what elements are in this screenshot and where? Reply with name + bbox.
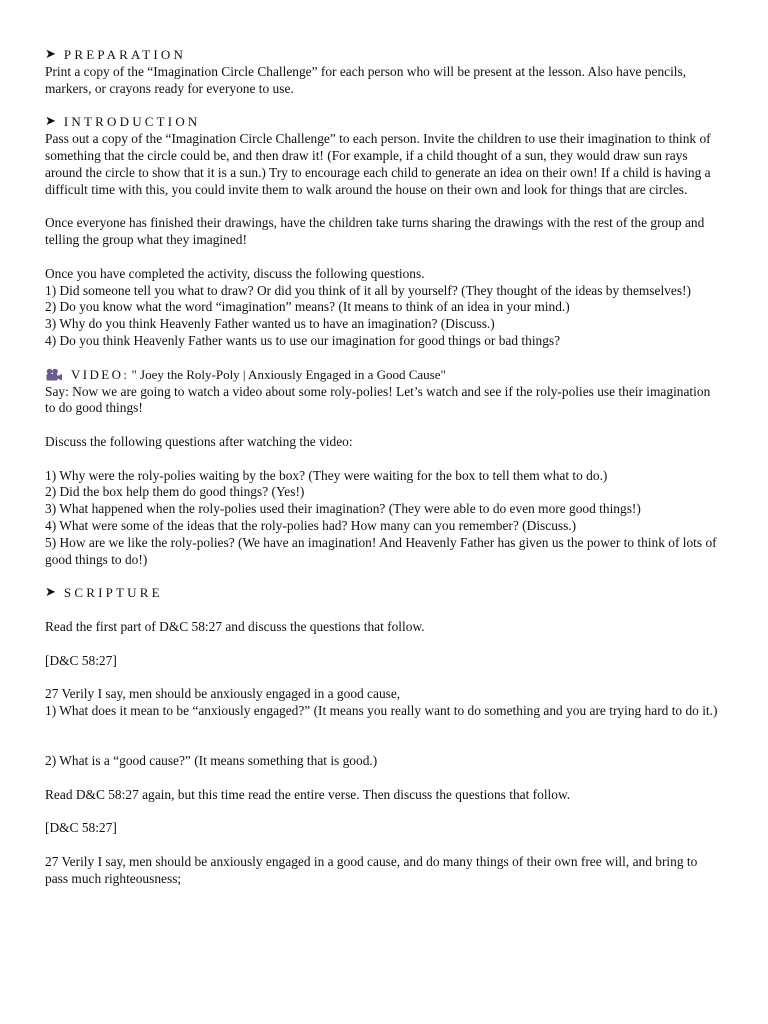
introduction-heading-text: INTRODUCTION bbox=[63, 114, 201, 130]
introduction-paragraph-3: Once you have completed the activity, discuss the following questions. bbox=[45, 265, 425, 281]
video-heading-text: VIDEO: bbox=[71, 366, 130, 382]
preparation-text: Print a copy of the “Imagination Circle Challenge” for each person who will be present at the lesson. Also have pencils, markers, or crayons ready for everyone to use. bbox=[45, 64, 687, 96]
introduction-paragraph-1: Pass out a copy of the “Imagination Circle Challenge” to each person. Invite the children to use their imagination to think of something that the circle could be, and then draw it! (For example, if a child thought of a sun, they would draw sun rays around the circle to show that it is a sun.) Try to encourage each child to generate an idea on their own! If a child is having a difficult time with this, you could invite them to walk around the house on their own and look for things that are circles. bbox=[45, 131, 711, 197]
lesson-document bbox=[45, 47, 723, 888]
introduction-questions bbox=[45, 283, 723, 350]
introduction-paragraph-2: Once everyone has finished their drawings, have the children take turns sharing the drawings with the rest of the group and telling the group what they imagined! bbox=[45, 215, 705, 248]
list-item: 3) What happened when the roly-polies used their imagination? (They were able to do even more good things!) bbox=[45, 501, 641, 517]
scripture-reference-2: [D&C 58:27] bbox=[45, 820, 117, 836]
scripture-heading bbox=[45, 585, 723, 602]
list-item: 2) Did the box help them do good things? (Yes!) bbox=[45, 484, 305, 500]
list-item: 1) Why were the roly-polies waiting by the box? (They were waiting for the box to tell them what to do.) bbox=[45, 467, 608, 483]
video-discuss: Discuss the following questions after watching the video: bbox=[45, 433, 353, 449]
preparation-heading bbox=[45, 47, 723, 64]
movie-camera-icon bbox=[45, 368, 63, 382]
preparation-heading-text: PREPARATION bbox=[63, 47, 187, 63]
introduction-heading bbox=[45, 114, 723, 131]
scripture-verse-2: 27 Verily I say, men should be anxiously engaged in a good cause, and do many things of their own free will, and bring to pass much righteousness; bbox=[45, 854, 698, 886]
scripture-question-2: 2) What is a “good cause?” (It means something that is good.) bbox=[45, 753, 378, 769]
arrow-bullet-icon: ➤ bbox=[45, 47, 56, 63]
scripture-question-1: 1) What does it mean to be “anxiously engaged?” (It means you really want to do something and you are trying hard to do it.) bbox=[45, 702, 718, 718]
video-title: " Joey the Roly-Poly | Anxiously Engaged in a Good Cause" bbox=[131, 366, 446, 382]
list-item: 2) Do you know what the word “imagination” means? (It means to think of an idea in your mind.) bbox=[45, 299, 570, 315]
list-item: 1) Did someone tell you what to draw? Or did you think of it all by yourself? (They thought of the ideas by themselves!) bbox=[45, 282, 691, 298]
arrow-bullet-icon: ➤ bbox=[45, 114, 56, 130]
scripture-verse-1: 27 Verily I say, men should be anxiously engaged in a good cause, bbox=[45, 686, 401, 702]
scripture-heading-text: SCRIPTURE bbox=[63, 585, 163, 601]
video-heading bbox=[45, 367, 723, 384]
scripture-read-2: Read D&C 58:27 again, but this time read the entire verse. Then discuss the questions that follow. bbox=[45, 786, 571, 802]
arrow-bullet-icon: ➤ bbox=[45, 585, 56, 601]
list-item: 5) How are we like the roly-polies? (We have an imagination! And Heavenly Father has given us the power to think of lots of good things to do!) bbox=[45, 534, 717, 567]
list-item: 3) Why do you think Heavenly Father wanted us to have an imagination? (Discuss.) bbox=[45, 316, 495, 332]
video-say: Say: Now we are going to watch a video about some roly-polies! Let’s watch and see if the roly-polies use their imagination to do good things! bbox=[45, 383, 711, 416]
list-item: 4) Do you think Heavenly Father wants us to use our imagination for good things or bad things? bbox=[45, 332, 561, 348]
list-item: 4) What were some of the ideas that the roly-polies had? How many can you remember? (Discuss.) bbox=[45, 517, 577, 533]
scripture-read-1: Read the first part of D&C 58:27 and discuss the questions that follow. bbox=[45, 618, 425, 634]
video-questions bbox=[45, 468, 723, 569]
scripture-reference-1: [D&C 58:27] bbox=[45, 652, 117, 668]
